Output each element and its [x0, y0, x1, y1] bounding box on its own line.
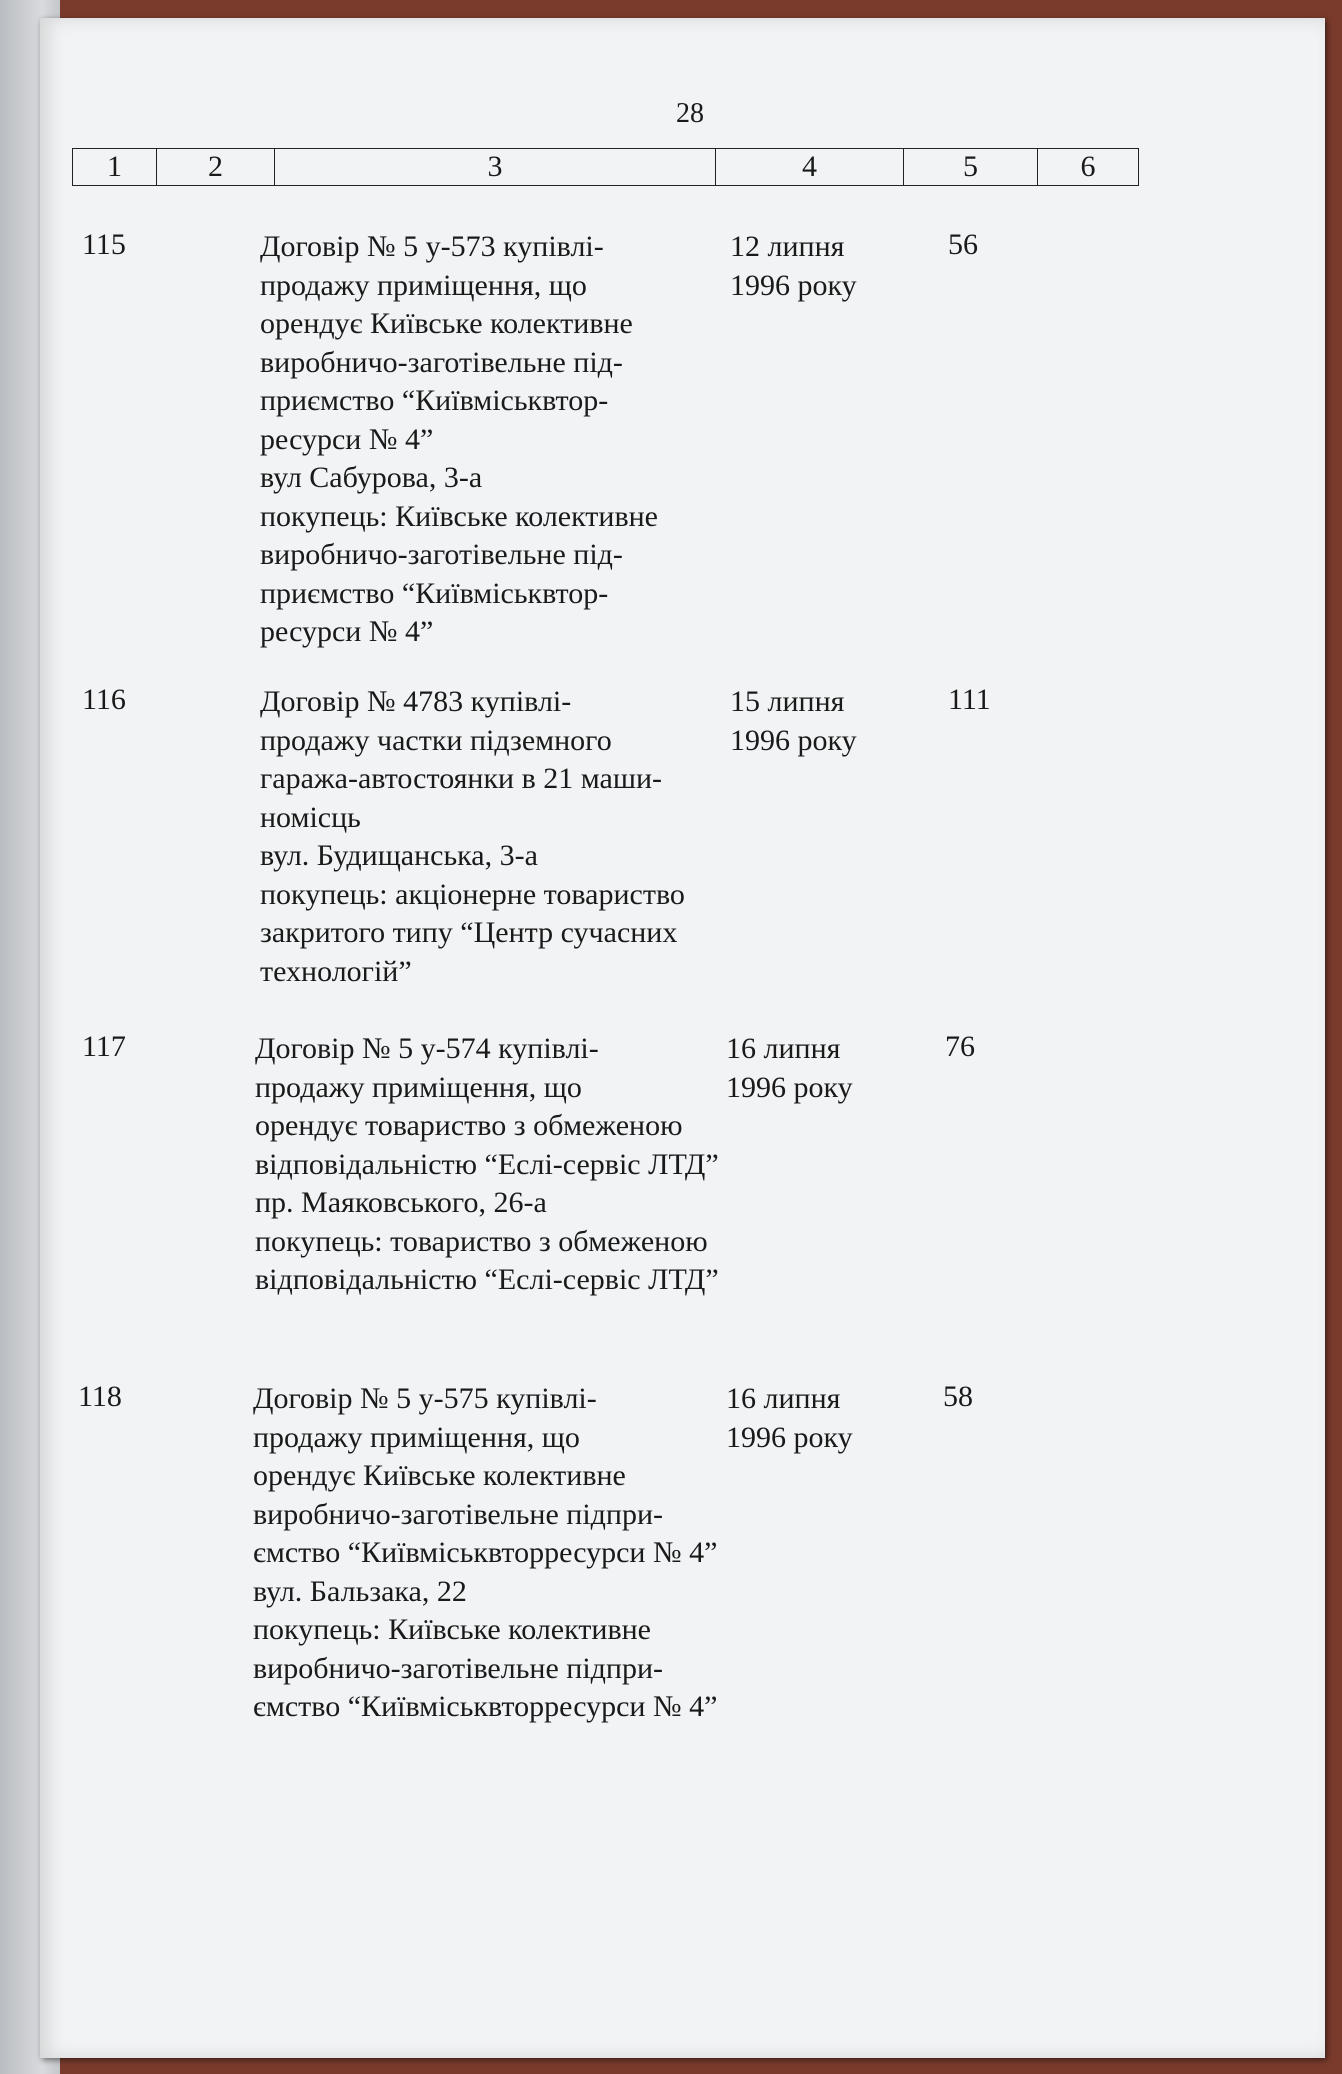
row-page-count: 76 — [945, 1030, 975, 1063]
column-header-5: 5 — [904, 149, 1038, 186]
row-description: Договір № 4783 купівлі- продажу частки підземного гаража-автостоянки в 21 маши- номісць вул. Будищанська, 3-а покупець: акціонерне товариство закритого типу “Центр сучасних технологій” — [260, 685, 685, 988]
row-number: 116 — [82, 683, 126, 716]
column-header-3: 3 — [275, 149, 716, 186]
row-description: Договір № 5 у-573 купівлі- продажу приміщення, що орендує Київське колективне виробничо-заготівельне під- приємство “Київміськвтор- ресурси № 4” вул Сабурова, 3-а покупець: Київське колективне виробничо-заготівельне під- приємство “Київміськвтор- ресурси № 4” — [260, 230, 658, 648]
row-date: 12 липня 1996 року — [730, 230, 857, 302]
row-date: 16 липня 1996 року — [726, 1032, 853, 1104]
page-number: 28 — [676, 98, 704, 129]
row-description: Договір № 5 у-575 купівлі- продажу приміщення, що орендує Київське колективне виробничо-заготівельне підпри- ємство “Київміськвторресурси № 4” вул. Бальзака, 22 покупець: Київське колективне виробничо-заготівельне підпри- ємство “Київміськвторресурси № 4” — [253, 1382, 718, 1723]
row-page-count: 111 — [948, 683, 991, 716]
row-number: 117 — [82, 1030, 126, 1063]
column-header-6: 6 — [1038, 149, 1139, 186]
row-page-count: 58 — [943, 1380, 973, 1413]
row-page-count: 56 — [948, 228, 978, 261]
column-header-2: 2 — [157, 149, 275, 186]
row-description: Договір № 5 у-574 купівлі- продажу приміщення, що орендує товариство з обмеженою відповідальністю “Еслі-сервіс ЛТД” пр. Маяковського, 26-а покупець: товариство з обмеженою відповідальністю “Еслі-сервіс ЛТД” — [255, 1032, 719, 1296]
row-date: 15 липня 1996 року — [730, 685, 857, 757]
column-header-1: 1 — [73, 149, 157, 186]
row-date: 16 липня 1996 року — [726, 1382, 853, 1454]
column-header-table — [72, 148, 1139, 186]
row-number: 118 — [78, 1380, 122, 1413]
document-page — [40, 18, 1325, 2058]
row-number: 115 — [82, 228, 126, 261]
column-header-4: 4 — [716, 149, 904, 186]
